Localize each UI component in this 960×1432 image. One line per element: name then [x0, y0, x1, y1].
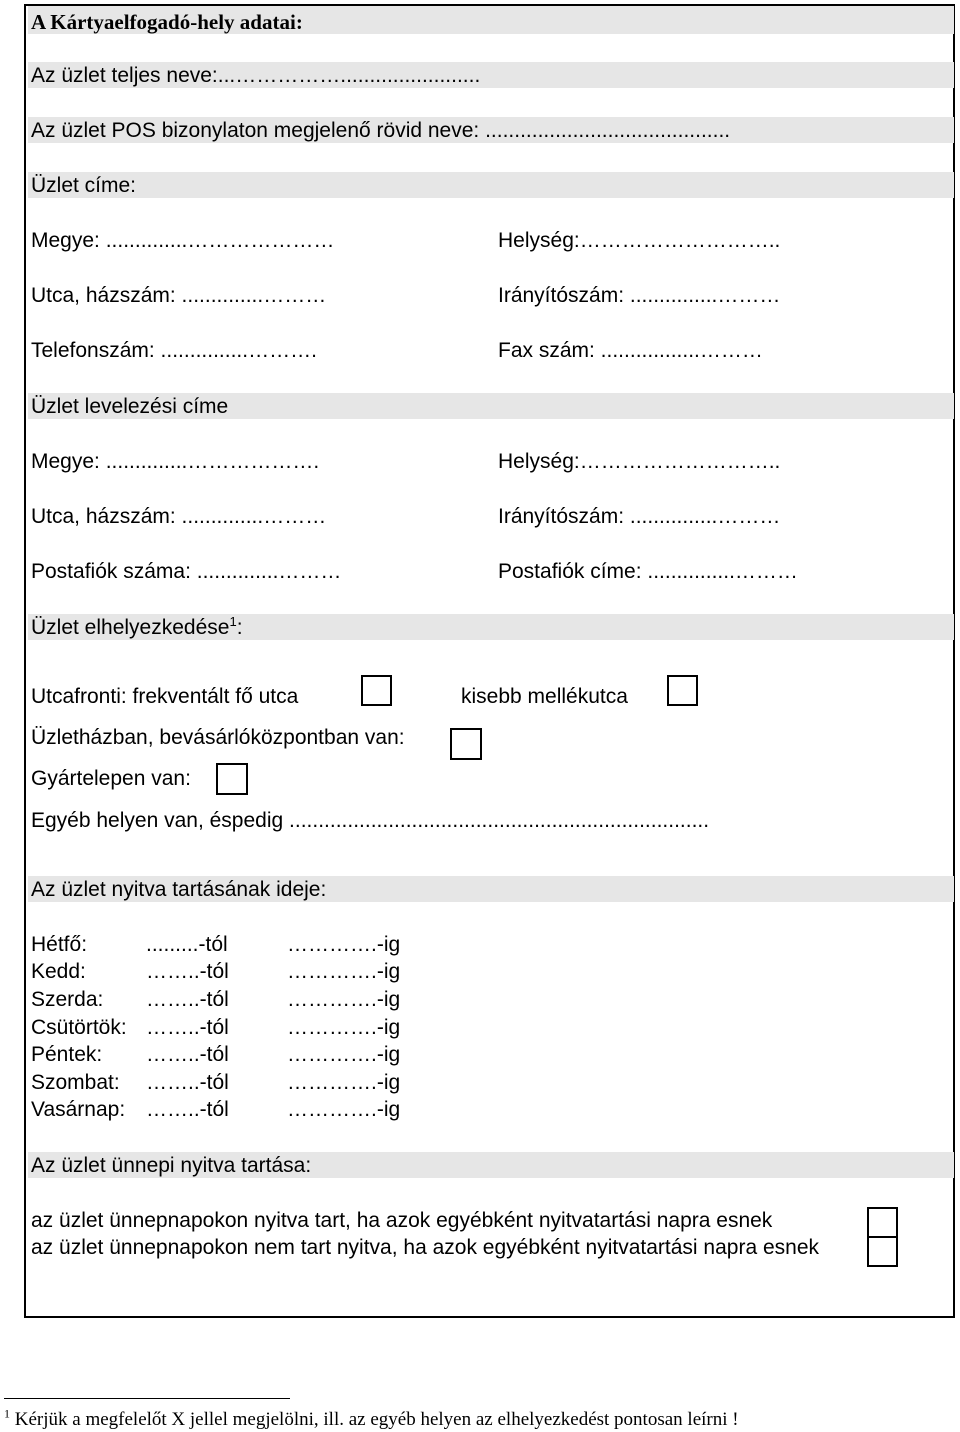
hours-from-saturday[interactable]: ……..-tól	[146, 1071, 229, 1094]
address-phone-field[interactable]: Telefonszám: ...............……….	[31, 339, 317, 362]
mailing-pobox-number-field[interactable]: Postafiók száma: ..............………	[31, 560, 342, 583]
location-header-colon: :	[236, 616, 243, 639]
location-street-front-label: Utcafronti: frekventált fő utca	[31, 685, 299, 708]
footnote-text: Kérjük a megfelelőt X jellel megjelölni, ill. az egyéb helyen az elhelyezkedést pontosan leírni !	[10, 1409, 739, 1430]
location-factory-label: Gyártelepen van:	[31, 767, 191, 790]
footnote-separator	[4, 1398, 290, 1399]
footnote	[4, 1406, 739, 1431]
hours-day-monday: Hétfő:	[31, 933, 88, 956]
address-band	[28, 172, 954, 198]
holiday-open-checkbox[interactable]	[867, 1207, 898, 1238]
holiday-closed-checkbox[interactable]	[867, 1236, 898, 1267]
street-front-checkbox[interactable]	[361, 675, 392, 706]
footnote-reference: 1	[229, 614, 237, 629]
hours-to-friday[interactable]: ………….-ig	[287, 1043, 401, 1066]
address-zip-field[interactable]: Irányítószám: ...............………	[498, 284, 781, 307]
hours-to-tuesday[interactable]: ………….-ig	[287, 960, 401, 983]
location-header	[31, 616, 243, 640]
hours-from-friday[interactable]: ……..-tól	[146, 1043, 229, 1066]
hours-day-friday: Péntek:	[31, 1043, 103, 1066]
location-header-text: Üzlet elhelyezkedése	[31, 616, 230, 639]
mall-checkbox[interactable]	[450, 728, 482, 760]
hours-from-monday[interactable]: .........-tól	[146, 933, 228, 956]
hours-to-wednesday[interactable]: ………….-ig	[287, 988, 401, 1011]
mailing-city-field[interactable]: Helység:………………………..	[498, 450, 781, 473]
pos-name-field[interactable]: Az üzlet POS bizonylaton megjelenő rövid neve: ..........................................	[31, 119, 731, 142]
mailing-county-field[interactable]: Megye: ..............……………….	[31, 450, 320, 473]
mailing-street-field[interactable]: Utca, házszám: ..............………	[31, 505, 327, 528]
mailing-pobox-address-field[interactable]: Postafiók címe: ...............………	[498, 560, 798, 583]
full-name-field[interactable]: Az üzlet teljes neve:...……………........................	[31, 64, 481, 87]
location-other-field[interactable]: Egyéb helyen van, éspedig ........................................................................	[31, 809, 710, 832]
hours-to-sunday[interactable]: ………….-ig	[287, 1098, 401, 1121]
hours-header: Az üzlet nyitva tartásának ideje:	[31, 878, 327, 901]
section-title: A Kártyaelfogadó-hely adatai:	[31, 10, 303, 34]
location-side-street-label: kisebb mellékutca	[461, 685, 628, 708]
hours-from-sunday[interactable]: ……..-tól	[146, 1098, 229, 1121]
location-mall-label: Üzletházban, bevásárlóközpontban van:	[31, 726, 405, 749]
holiday-header: Az üzlet ünnepi nyitva tartása:	[31, 1154, 312, 1177]
hours-day-wednesday: Szerda:	[31, 988, 104, 1011]
hours-to-monday[interactable]: ………….-ig	[287, 933, 401, 956]
hours-to-thursday[interactable]: ………….-ig	[287, 1016, 401, 1039]
hours-day-sunday: Vasárnap:	[31, 1098, 126, 1121]
address-county-field[interactable]: Megye: ..............…………………	[31, 229, 335, 252]
hours-from-thursday[interactable]: ……..-tól	[146, 1016, 229, 1039]
footnote-number: 1	[4, 1406, 10, 1421]
hours-to-saturday[interactable]: ………….-ig	[287, 1071, 401, 1094]
factory-checkbox[interactable]	[216, 763, 248, 795]
side-street-checkbox[interactable]	[667, 675, 698, 706]
mailing-zip-field[interactable]: Irányítószám: ...............………	[498, 505, 781, 528]
holiday-open-label: az üzlet ünnepnapokon nyitva tart, ha azok egyébként nyitvatartási napra esnek	[31, 1209, 773, 1232]
address-street-field[interactable]: Utca, házszám: ..............………	[31, 284, 327, 307]
hours-day-thursday: Csütörtök:	[31, 1016, 127, 1039]
hours-day-saturday: Szombat:	[31, 1071, 120, 1094]
holiday-closed-label: az üzlet ünnepnapokon nem tart nyitva, ha azok egyébként nyitvatartási napra esnek	[31, 1236, 819, 1259]
hours-from-tuesday[interactable]: ……..-tól	[146, 960, 229, 983]
address-header: Üzlet címe:	[31, 174, 137, 197]
address-city-field[interactable]: Helység:………………………..	[498, 229, 781, 252]
mailing-header: Üzlet levelezési címe	[31, 395, 229, 418]
hours-day-tuesday: Kedd:	[31, 960, 86, 983]
hours-from-wednesday[interactable]: ……..-tól	[146, 988, 229, 1011]
address-fax-field[interactable]: Fax szám: .................………	[498, 339, 763, 362]
